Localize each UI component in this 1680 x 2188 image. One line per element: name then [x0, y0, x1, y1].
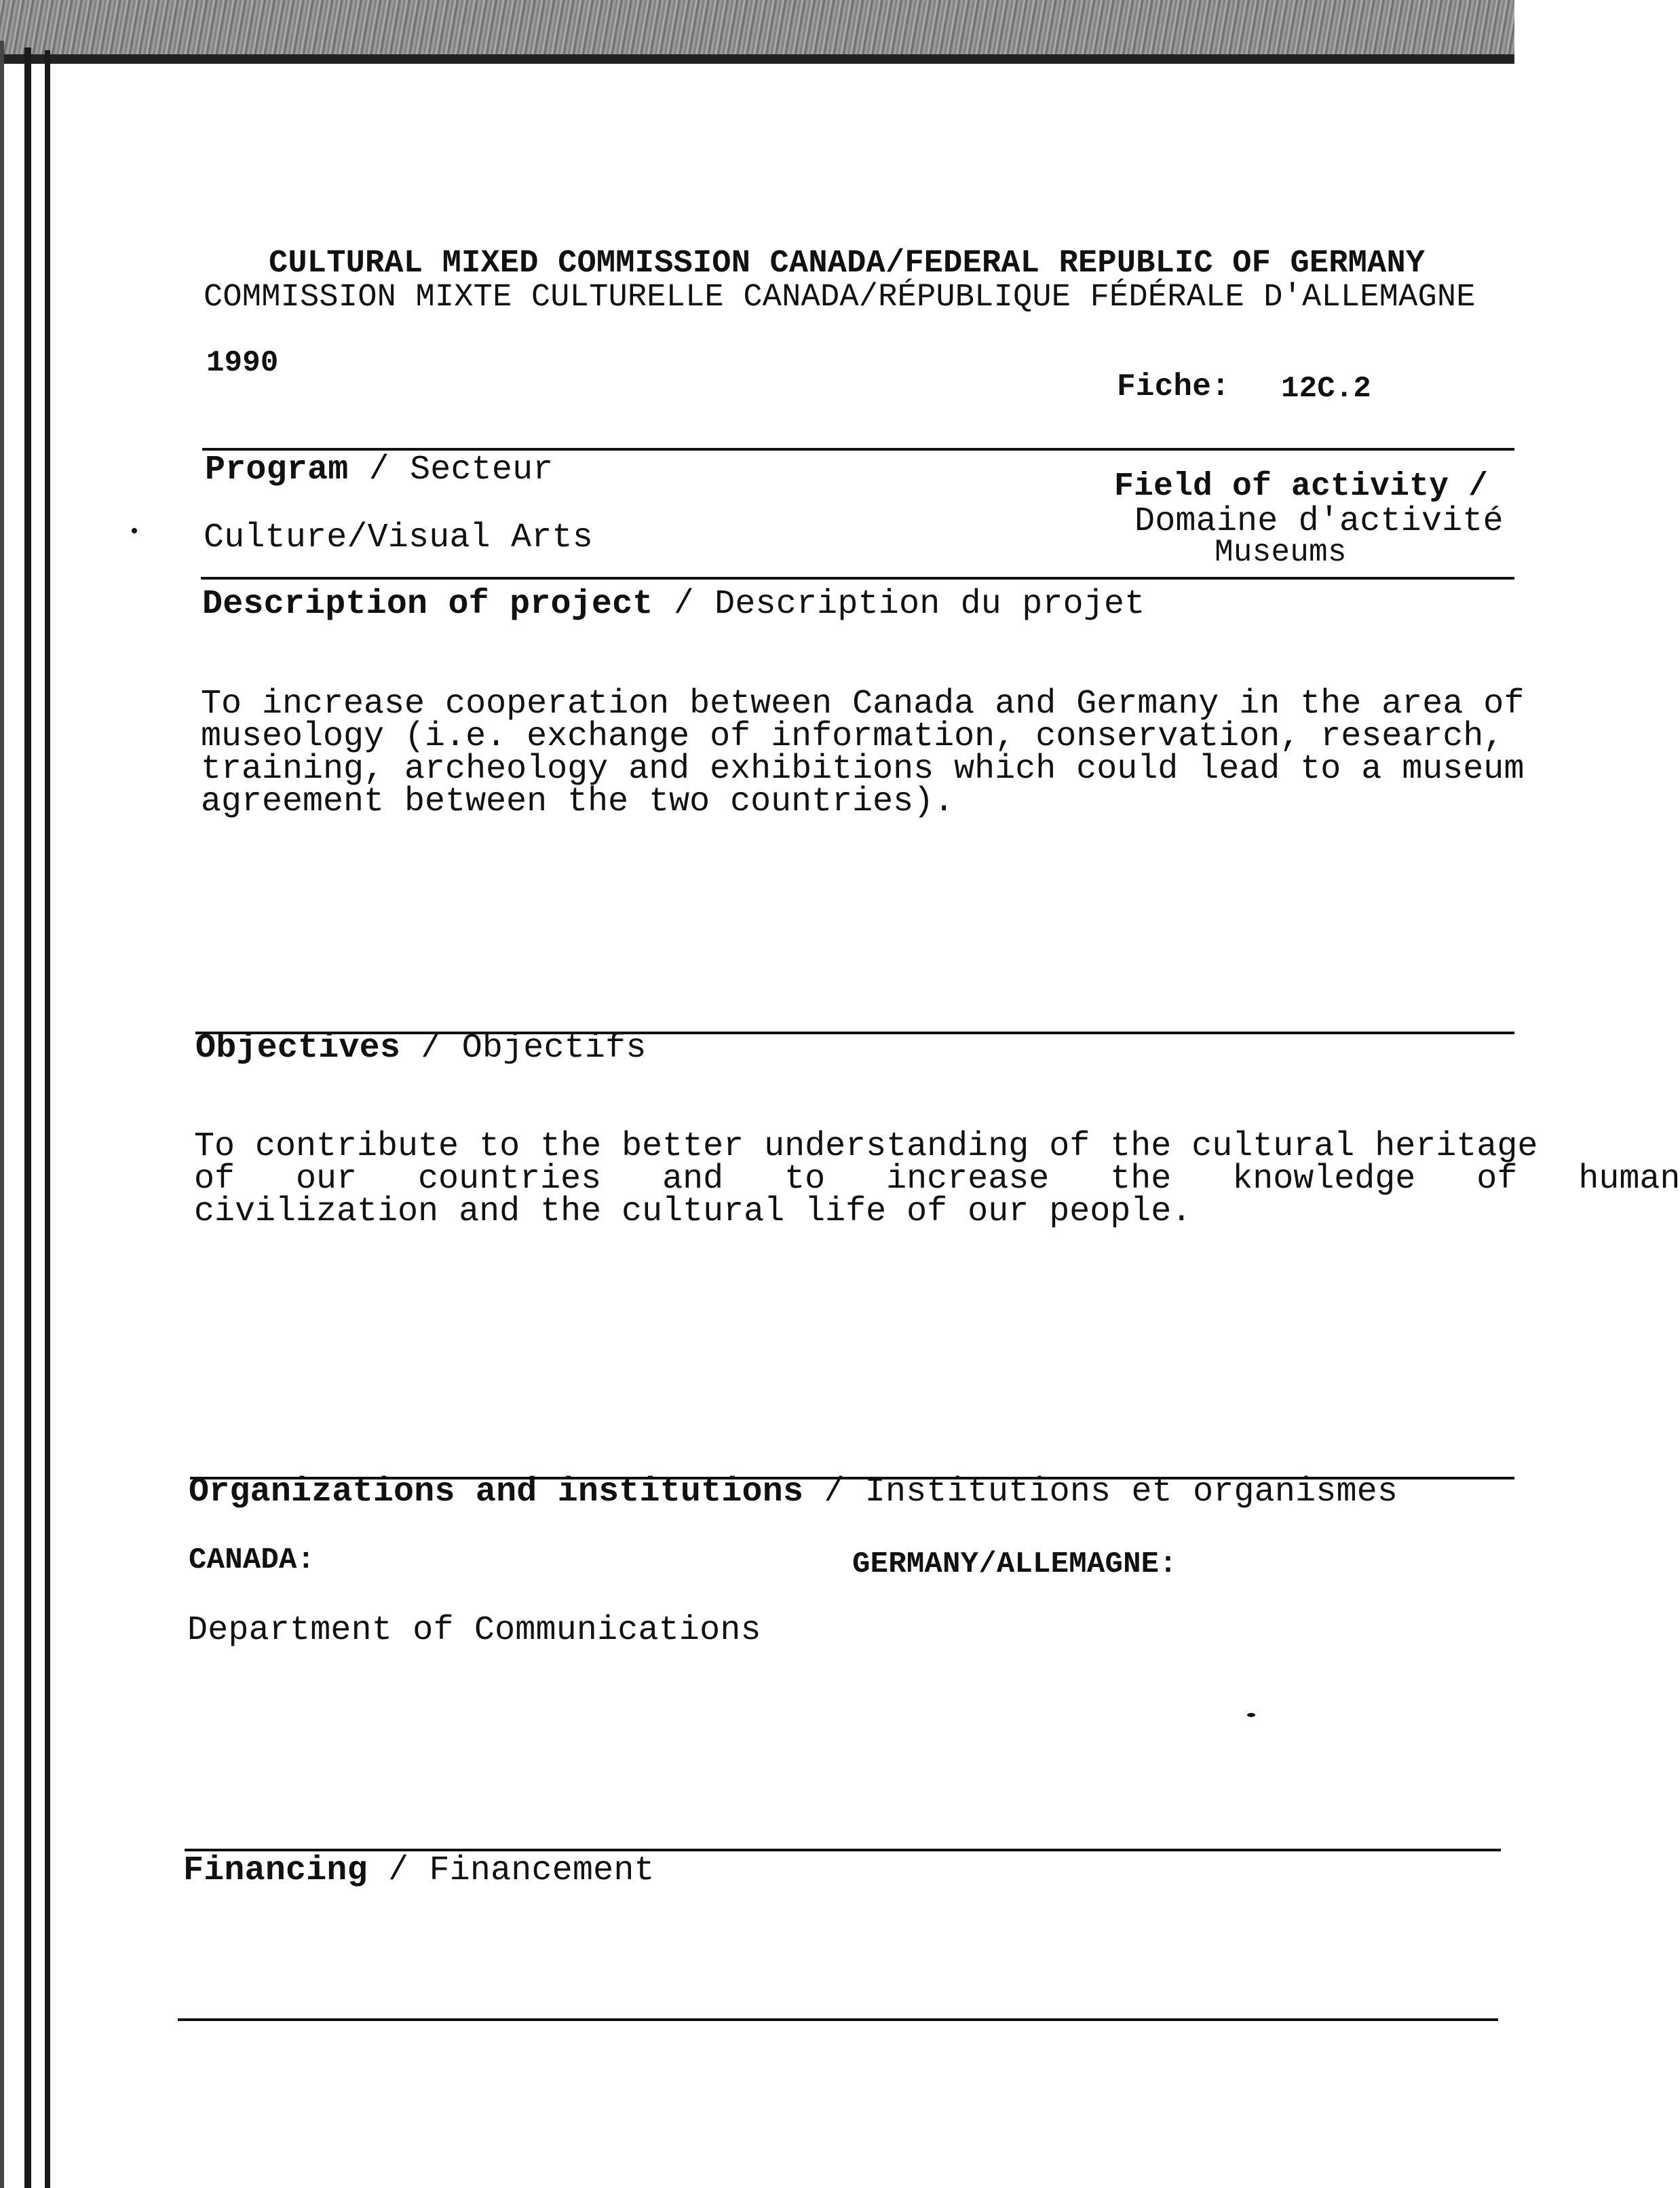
- program-label: [205, 451, 554, 489]
- objectives-label-fr: / Objectifs: [421, 1029, 647, 1068]
- organizations-label-fr: / Institutions et organismes: [824, 1473, 1398, 1511]
- canada-value: Department of Communications: [187, 1611, 761, 1650]
- program-label-en: Program: [205, 451, 349, 489]
- scan-speck: [1247, 1713, 1255, 1717]
- left-binding-line-inner: [45, 50, 50, 2188]
- germany-label: GERMANY/ALLEMAGNE:: [852, 1547, 1177, 1581]
- program-label-fr: / Secteur: [368, 451, 554, 489]
- financing-label-en: Financing: [183, 1851, 368, 1890]
- description-line: agreement between the two countries).: [201, 782, 955, 821]
- description-line: To increase cooperation between Canada and Germany in the area of: [201, 685, 1525, 723]
- program-value: Culture/Visual Arts: [204, 518, 593, 557]
- divider-financing: [178, 2018, 1498, 2021]
- organizations-label: [189, 1473, 1398, 1511]
- description-label-fr: / Description du projet: [673, 585, 1145, 624]
- description-line: training, archeology and exhibitions which could lead to a museum: [201, 750, 1525, 789]
- objectives-line: civilization and the cultural life of our people.: [194, 1192, 1192, 1231]
- description-text: [201, 685, 1525, 821]
- field-label: Field of activity /: [1114, 468, 1489, 505]
- scan-edge: [0, 54, 1514, 64]
- objectives-text: [194, 1127, 1680, 1231]
- description-line: museology (i.e. exchange of information, conservation, research,: [201, 717, 1504, 756]
- divider-program: [201, 577, 1514, 580]
- objectives-label: [195, 1029, 647, 1068]
- objectives-line: To contribute to the better understanding of the cultural heritage: [194, 1127, 1538, 1166]
- header-title-fr: COMMISSION MIXTE CULTURELLE CANADA/RÉPUBLIQUE FÉDÉRALE D'ALLEMAGNE: [204, 280, 1476, 316]
- objectives-line: of our countries and to increase the knowledge of human: [194, 1160, 1680, 1199]
- header-title-en: CULTURAL MIXED COMMISSION CANADA/FEDERAL REPUBLIC OF GERMANY: [269, 246, 1426, 282]
- description-label-en: Description of project: [202, 585, 653, 624]
- canada-label: CANADA:: [189, 1543, 316, 1577]
- year: 1990: [206, 346, 279, 380]
- scan-top-border: [0, 0, 1514, 62]
- field-value: Museums: [1215, 535, 1347, 570]
- left-scan-edge: [0, 41, 4, 2188]
- objectives-label-en: Objectives: [195, 1029, 401, 1068]
- organizations-label-en: Organizations and institutions: [189, 1473, 804, 1511]
- left-binding-line: [24, 48, 31, 2188]
- field-label-fr: Domaine d'activité: [1134, 502, 1504, 541]
- description-label: [202, 585, 1145, 624]
- financing-label: [183, 1851, 655, 1890]
- fiche-value: 12C.2: [1281, 372, 1372, 406]
- scan-speck: [132, 528, 137, 533]
- fiche-label: Fiche:: [1117, 369, 1230, 404]
- financing-label-fr: / Financement: [388, 1851, 655, 1890]
